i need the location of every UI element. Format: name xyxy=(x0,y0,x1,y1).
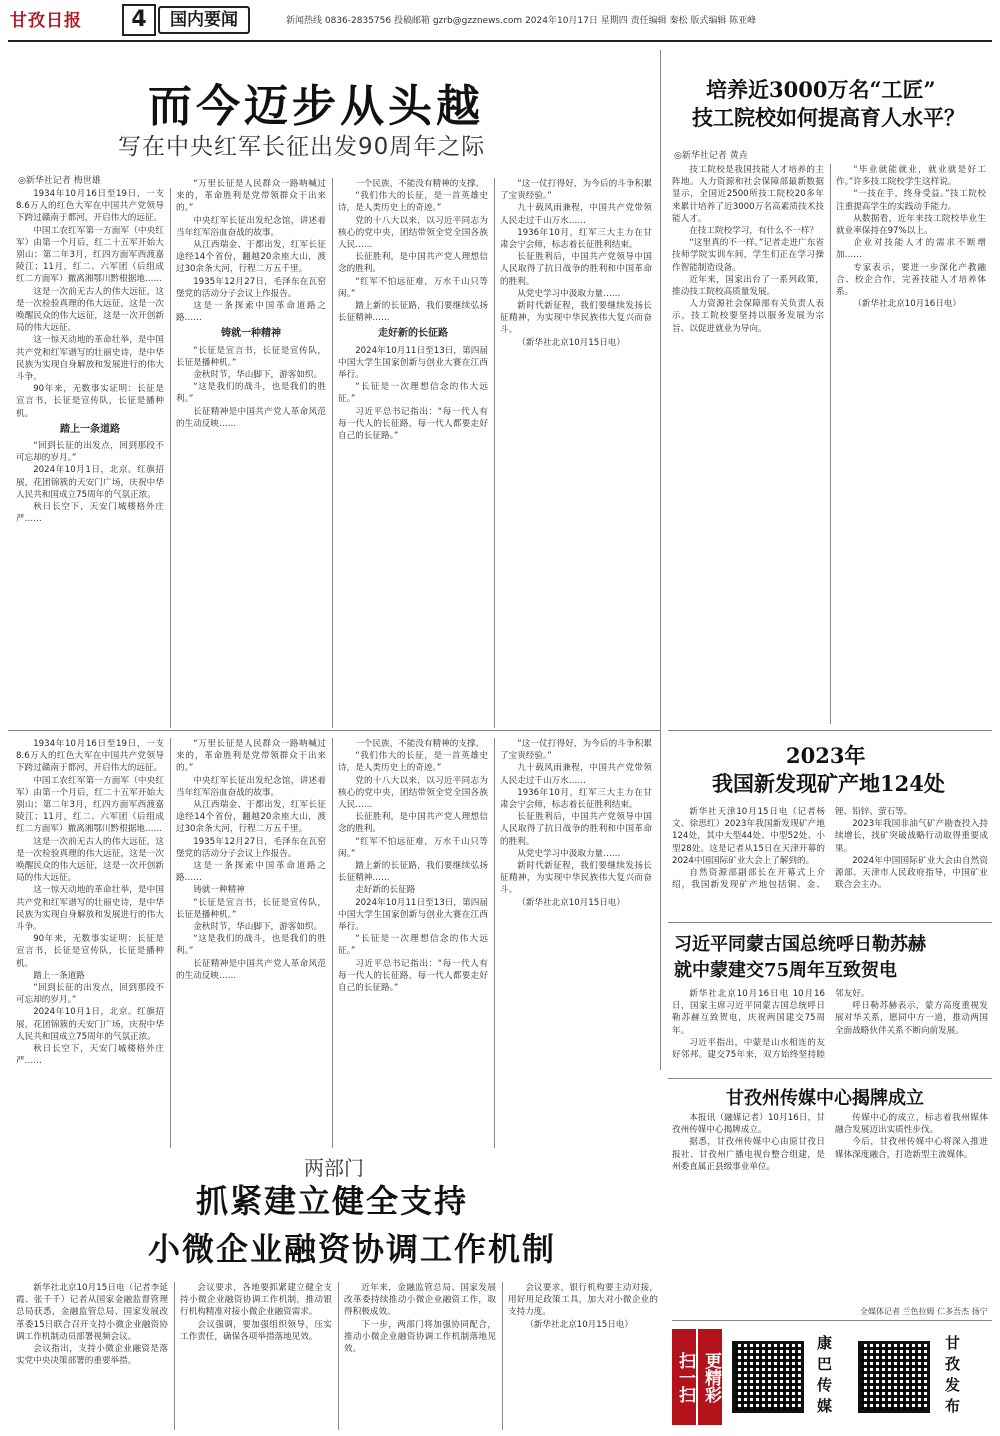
paragraph: “回到长征的出发点，回到那段不可忘却的岁月。” xyxy=(16,441,164,464)
subheading: 踏上一条道路 xyxy=(60,423,120,435)
paragraph: “这是我们的战斗，也是我们的胜利。” xyxy=(176,934,326,957)
finance-article-column-1 xyxy=(16,1282,168,1430)
paragraph: 中央红军长征出发纪念馆，讲述着当年红军浴血奋战的故事。 xyxy=(176,215,326,238)
paragraph: “长征是一次理想信念的伟大远征。” xyxy=(338,934,488,957)
paragraph: 90年来，无数事实证明：长征是宣言书，长征是宣传队，长征是播种机。 xyxy=(16,384,164,419)
paragraph: 下一步，两部门将加强协同配合，推动小微企业融资协调工作机制落地见效。 xyxy=(344,1319,496,1355)
paragraph: 这一惊天动地的革命壮举，是中国共产党和红军谱写的壮丽史诗，是中华民族为实现自身解放和发展进行的伟大斗争。 xyxy=(16,335,164,383)
section-tag: 国内要闻 xyxy=(158,6,250,34)
tech-article-column-2 xyxy=(836,164,986,724)
paragraph: 1935年12月27日，毛泽东在瓦窑堡党的活动分子会议上作报告。 xyxy=(176,836,326,859)
paragraph: 据悉，甘孜州传媒中心由原甘孜日报社、甘孜州广播电视台整合组建，是州委直属正县级事业单位。 xyxy=(672,1137,825,1172)
paragraph: 习近平总书记指出：“每一代人有每一代人的长征路，每一代人都要走好自己的长征路。” xyxy=(338,958,488,994)
lead-article-subtitle: 写在中央红军长征出发90周年之际 xyxy=(118,134,486,160)
paragraph: 长征精神是中国共产党人革命风范的生动反映…… xyxy=(176,406,326,429)
paragraph: “这是我们的战斗，也是我们的胜利。” xyxy=(176,382,326,405)
paragraph: “万里长征是人民群众一路呐喊过来的，革命胜利是党带领群众干出来的。” xyxy=(176,739,326,774)
paragraph: “万里长征是人民群众一路呐喊过来的，革命胜利是党带领群众干出来的。” xyxy=(176,179,326,214)
minerals-article-title-line1: 2023年 xyxy=(786,743,866,768)
paragraph: 1935年12月27日，毛泽东在瓦窑堡党的活动分子会议上作报告。 xyxy=(176,276,326,299)
paragraph: 新华社北京10月15日电（记者李延霞、张千千）记者从国家金融监督管理总局获悉，金融监管总局、国家发展改革委15日联合召开支持小微企业融资协调工作机制动员部署视频会议。 xyxy=(16,1283,168,1342)
paragraph: 1936年10月，红军三大主力在甘肃会宁会师，标志着长征胜利结束。 xyxy=(500,227,652,251)
mongolia-article-title-line2: 就中蒙建交75周年互致贺电 xyxy=(674,960,898,981)
promo-block xyxy=(672,1320,992,1431)
paragraph: 中央红军长征出发纪念馆，讲述着当年红军浴血奋战的故事。 xyxy=(176,775,326,798)
media-article-credit: 全媒体记者 兰色拉姆 仁多吾杰 扬宁 xyxy=(860,1307,988,1316)
paragraph: “回到长征的出发点，回到那段不可忘却的岁月。” xyxy=(16,983,164,1006)
paragraph: 新时代新征程，我们要继续发扬长征精神，为实现中华民族伟大复兴而奋斗。 xyxy=(500,861,652,896)
paragraph: 一个民族，不能没有精神的支撑。 xyxy=(355,179,485,189)
paragraph: 踏上新的长征路，我们要继续弘扬长征精神…… xyxy=(338,861,488,884)
page-number: 4 xyxy=(122,4,156,36)
app-name-kangba: 康巴传媒 xyxy=(815,1335,833,1419)
paragraph: 走好新的长征路 xyxy=(355,885,416,896)
subheading: 铸就一种精神 xyxy=(221,328,281,340)
paragraph: 长征精神是中国共产党人革命风范的生动反映…… xyxy=(176,958,326,981)
paragraph: 长征胜利，是中国共产党人理想信念的胜利。 xyxy=(338,252,488,275)
paragraph: 会议要求，银行机构要主动对接，用好用足政策工具，加大对小微企业的支持力度。 xyxy=(508,1283,658,1318)
paragraph: （新华社北京10月15日电） xyxy=(525,1319,633,1330)
paragraph: 2024年10月11日至13日，第四届中国大学生国家创新与创业大赛在江西举行。 xyxy=(338,897,488,933)
paragraph: “毕业就能就业，就业就是好工作。”许多技工院校学生这样说。 xyxy=(836,165,986,188)
lead-article-title: 而今迈步从头越 xyxy=(148,81,484,132)
paragraph: 1934年10月16日至19日，一支8.6万人的红色大军在中国共产党领导下跨过赣南于都河，开启伟大的远征。 xyxy=(16,739,164,774)
paragraph: “我们伟大的长征，是一首英雄史诗，是人类历史上的奇迹。” xyxy=(338,191,488,214)
lead-article-column-4-cont xyxy=(500,738,652,1148)
header-divider xyxy=(8,40,992,42)
paragraph: 传媒中心的成立，标志着我州媒体融合发展迈出实质性步伐。 xyxy=(835,1113,988,1136)
paragraph: 新华社北京10月16日电 10月16日，国家主席习近平同蒙古国总统呼日勒苏赫互致贺电，庆祝两国建交75周年。 xyxy=(672,989,825,1036)
lead-article-column-3 xyxy=(338,178,488,723)
paragraph: 长征胜利后，中国共产党领导中国人民取得了抗日战争的胜利和中国革命的胜利。 xyxy=(500,812,652,847)
paragraph: “长征是宣言书，长征是宣传队，长征是播种机。” xyxy=(176,897,326,920)
paragraph: 中国工农红军第一方面军（中央红军）由第一个月后，红二十五军开始大别山；第二年3月，红四方面军西渡嘉陵江；11月，红二、六军团（后组成红二方面军）撤离湘鄂川黔根据地…… xyxy=(16,225,164,285)
promo-label-scan: 扫一扫 xyxy=(672,1329,696,1425)
paragraph: “红军不怕远征难，万水千山只等闲。” xyxy=(338,836,488,859)
paragraph: 从江西瑞金、于都出发，红军长征途经14个省份，翻越20余座大山，渡过30余条大河，行程二万五千里。 xyxy=(176,800,326,835)
paragraph: “这里真的不一样。”记者走进广东省技师学院实训车间，学生们正在学习操作智能制造设备。 xyxy=(672,238,824,273)
app-name-ganzi: 甘孜发布 xyxy=(943,1335,961,1419)
paragraph: 2024年10月1日，北京。红旗招展，花团锦簇的天安门广场，庆祝中华人民共和国成立75周年的气氛正浓。 xyxy=(16,465,164,500)
paragraph: 专家表示，要进一步深化产教融合、校企合作，完善技能人才培养体系。 xyxy=(836,262,986,298)
paragraph: （新华社北京10月16日电） xyxy=(853,299,961,310)
promo-label-more: 更精彩 xyxy=(698,1329,722,1425)
paragraph: 2024年10月11日至13日，第四届中国大学生国家创新与创业大赛在江西举行。 xyxy=(338,345,488,381)
paragraph: 近年来，国家出台了一系列政策，推动技工院校高质量发展。 xyxy=(672,274,824,298)
paragraph: 90年来，无数事实证明：长征是宣言书，长征是宣传队，长征是播种机。 xyxy=(16,934,164,969)
paragraph: 呼日勒苏赫表示，蒙方高度重视发展对华关系，愿同中方一道，推动两国全面战略伙伴关系不断向前发展。 xyxy=(835,1001,988,1036)
paragraph: 会议指出，支持小微企业融资是落实党中央决策部署的重要举措。 xyxy=(16,1344,168,1367)
finance-article-kicker: 两部门 xyxy=(304,1156,364,1180)
paragraph: 会议强调，要加强组织领导，压实工作责任，确保各项举措落地见效。 xyxy=(180,1319,332,1342)
lead-article-column-2-cont xyxy=(176,738,326,1148)
paragraph: 踏上一条道路 xyxy=(33,970,85,981)
masthead-logo: 甘孜日报 xyxy=(10,11,82,31)
paragraph: “我们伟大的长征，是一首英雄史诗，是人类历史上的奇迹。” xyxy=(338,751,488,774)
paragraph: （新华社北京10月15日电） xyxy=(517,337,625,348)
paragraph: 会议要求，各地要抓紧建立健全支持小微企业融资协调工作机制，推动银行机构精准对接小微企业融资需求。 xyxy=(180,1283,332,1318)
paragraph: 人力资源社会保障部有关负责人表示，技工院校要坚持以服务发展为宗旨、以促进就业为导向。 xyxy=(672,299,824,334)
paragraph: 金秋时节，华山脚下，游客如织。 xyxy=(193,370,323,381)
paragraph: 从江西瑞金、于都出发，红军长征途经14个省份，翻越20余座大山，渡过30余条大河，行程二万五千里。 xyxy=(176,240,326,275)
lead-article-byline: ◎新华社记者 梅世雄 xyxy=(18,176,101,186)
paragraph: “红军不怕远征难，万水千山只等闲。” xyxy=(338,276,488,299)
paragraph: 新华社天津10月15日电（记者杨文、徐思红）2023年我国新发现矿产地124处，其中大型44处、中型52处、小型28处。这是记者从15日在天津开幕的2024中国国际矿业大会上了解到的。 xyxy=(672,807,825,866)
paragraph: 九十载风雨兼程，中国共产党带领人民走过千山万水…… xyxy=(500,763,652,786)
paragraph: 这是一条探索中国革命道路之路…… xyxy=(176,861,326,884)
paragraph: “这一仗打得好，为今后的斗争积累了宝贵经验。” xyxy=(500,179,652,202)
finance-article-column-3 xyxy=(344,1282,496,1430)
paragraph: 这是一次前无古人的伟大远征，这是一次检验真理的伟大远征，这是一次唤醒民众的伟大远征，这是一次开创新局的伟大远征。 xyxy=(16,836,164,884)
paragraph: 2023年我国非油气矿产勘查投入持续增长，找矿突破战略行动取得重要成果。 xyxy=(835,819,988,854)
tech-article-byline: ◎新华社记者 黄垚 xyxy=(674,151,748,161)
paragraph: 秋日长空下，天安门城楼格外庄严…… xyxy=(16,1044,164,1067)
paragraph: 党的十八大以来，以习近平同志为核心的党中央，团结带领全党全国各族人民…… xyxy=(338,215,488,251)
finance-article-title-line2: 小微企业融资协调工作机制 xyxy=(148,1230,557,1268)
paragraph: “这一仗打得好，为今后的斗争积累了宝贵经验。” xyxy=(500,739,652,762)
paragraph: （新华社北京10月15日电） xyxy=(517,897,625,908)
paragraph: 1934年10月16日至19日，一支8.6万人的红色大军在中国共产党领导下跨过赣南于都河，开启伟大的远征。 xyxy=(16,189,164,224)
finance-article-column-2 xyxy=(180,1282,332,1430)
paragraph: 新时代新征程，我们要继续发扬长征精神，为实现中华民族伟大复兴而奋斗。 xyxy=(500,301,652,336)
paragraph: 从党史学习中汲取力量…… xyxy=(517,288,621,299)
paragraph: 技工院校是我国技能人才培养的主阵地。人力资源和社会保障部最新数据显示，全国近2500所技工院校20多年来累计培养了近3000万名高素质技术技能人才。 xyxy=(672,165,824,224)
finance-article-column-4 xyxy=(508,1282,658,1430)
paragraph: 秋日长空下，天安门城楼格外庄严…… xyxy=(16,502,164,525)
mongolia-article-title-line1: 习近平同蒙古国总统呼日勒苏赫 xyxy=(674,934,926,955)
paragraph: “长征是宣言书，长征是宣传队，长征是播种机。” xyxy=(176,345,326,368)
paragraph: 这一惊天动地的革命壮举，是中国共产党和红军谱写的壮丽史诗，是中华民族为实现自身解放和发展进行的伟大斗争。 xyxy=(16,885,164,933)
lead-article-column-1-cont xyxy=(16,738,164,1148)
paragraph: 党的十八大以来，以习近平同志为核心的党中央，团结带领全党全国各族人民…… xyxy=(338,775,488,811)
paragraph: 从数据看，近年来技工院校毕业生就业率保持在97%以上。 xyxy=(836,213,986,237)
paragraph: 习近平指出，中蒙是山水相连的友好邻邦。建交75年来，双方始终坚持睦邻友好。 xyxy=(672,989,870,1061)
header-info: 新闻热线 0836-2835756 投稿邮箱 gzrb@gzznews.com 2024年10月17日 星期四 责任编辑 秦松 版式编辑 陈亚峰 xyxy=(286,16,757,26)
paragraph: 长征胜利后，中国共产党领导中国人民取得了抗日战争的胜利和中国革命的胜利。 xyxy=(500,252,652,287)
paragraph: 这是一条探索中国革命道路之路…… xyxy=(176,301,326,324)
media-article-body xyxy=(672,1112,988,1302)
subheading: 走好新的长征路 xyxy=(378,328,448,340)
paragraph: 中国工农红军第一方面军（中央红军）由第一个月后，红二十五军开始大别山；第二年3月，红四方面军西渡嘉陵江；11月，红二、六军团（后组成红二方面军）撤离湘鄂川黔根据地…… xyxy=(16,775,164,835)
tech-article-title-line2: 技工院校如何提高育人水平？ xyxy=(692,105,965,130)
paragraph: “一技在手，终身受益。”技工院校注重提高学生的实践动手能力。 xyxy=(836,189,986,212)
paragraph: 2024年10月1日，北京。红旗招展，花团锦簇的天安门广场，庆祝中华人民共和国成立75周年的气氛正浓。 xyxy=(16,1007,164,1042)
paragraph: 从党史学习中汲取力量…… xyxy=(517,848,621,859)
finance-article-title-line1: 抓紧建立健全支持 xyxy=(196,1182,469,1220)
paragraph: 铸就一种精神 xyxy=(193,885,245,896)
paragraph: 踏上新的长征路，我们要继续弘扬长征精神…… xyxy=(338,301,488,324)
paragraph: 在技工院校学习，有什么不一样？ xyxy=(689,226,819,237)
paragraph: “长征是一次理想信念的伟大远征。” xyxy=(338,382,488,405)
tech-article-column-1 xyxy=(672,164,824,724)
minerals-article-title-line2: 我国新发现矿产地124处 xyxy=(712,771,945,796)
lead-article-column-4 xyxy=(500,178,652,723)
qr-code-ganzi[interactable] xyxy=(858,1341,930,1413)
paragraph: 长征胜利，是中国共产党人理想信念的胜利。 xyxy=(338,812,488,835)
minerals-article-body xyxy=(672,806,988,916)
paragraph: 企业对技能人才的需求不断增加…… xyxy=(836,238,986,261)
paragraph: 2024年中国国际矿业大会由自然资源部、天津市人民政府指导，中国矿业联合会主办。 xyxy=(835,855,988,891)
lead-article-column-3-cont xyxy=(338,738,488,1148)
paragraph: 自然资源部副部长在开幕式上介绍，我国新发现矿产地包括铜、金、锂、铅锌、萤石等。 xyxy=(672,807,913,891)
paragraph: 今后，甘孜州传媒中心将深入推进媒体深度融合，打造新型主流媒体。 xyxy=(835,1137,988,1160)
mongolia-article-body xyxy=(672,988,988,1072)
paragraph: 习近平总书记指出：“每一代人有每一代人的长征路，每一代人都要走好自己的长征路。” xyxy=(338,406,488,442)
lead-article-column-1 xyxy=(16,188,164,723)
paragraph: 近年来，金融监管总局、国家发展改革委持续推动小微企业融资工作，取得积极成效。 xyxy=(344,1283,496,1318)
paragraph: 这是一次前无古人的伟大远征，这是一次检验真理的伟大远征，这是一次唤醒民众的伟大远征，这是一次开创新局的伟大远征。 xyxy=(16,286,164,334)
paragraph: 九十载风雨兼程，中国共产党带领人民走过千山万水…… xyxy=(500,203,652,226)
paragraph: 1936年10月，红军三大主力在甘肃会宁会师，标志着长征胜利结束。 xyxy=(500,787,652,811)
tech-article-title-line1: 培养近3000万名“工匠” xyxy=(706,77,936,102)
paragraph: 一个民族，不能没有精神的支撑。 xyxy=(355,739,485,749)
paragraph: 金秋时节，华山脚下，游客如织。 xyxy=(193,922,323,933)
qr-code-kangba[interactable] xyxy=(732,1341,804,1413)
paragraph: 本报讯（融媒记者）10月16日，甘孜州传媒中心揭牌成立。 xyxy=(672,1113,825,1136)
lead-article-column-2 xyxy=(176,178,326,723)
media-article-title: 甘孜州传媒中心揭牌成立 xyxy=(726,1088,924,1109)
